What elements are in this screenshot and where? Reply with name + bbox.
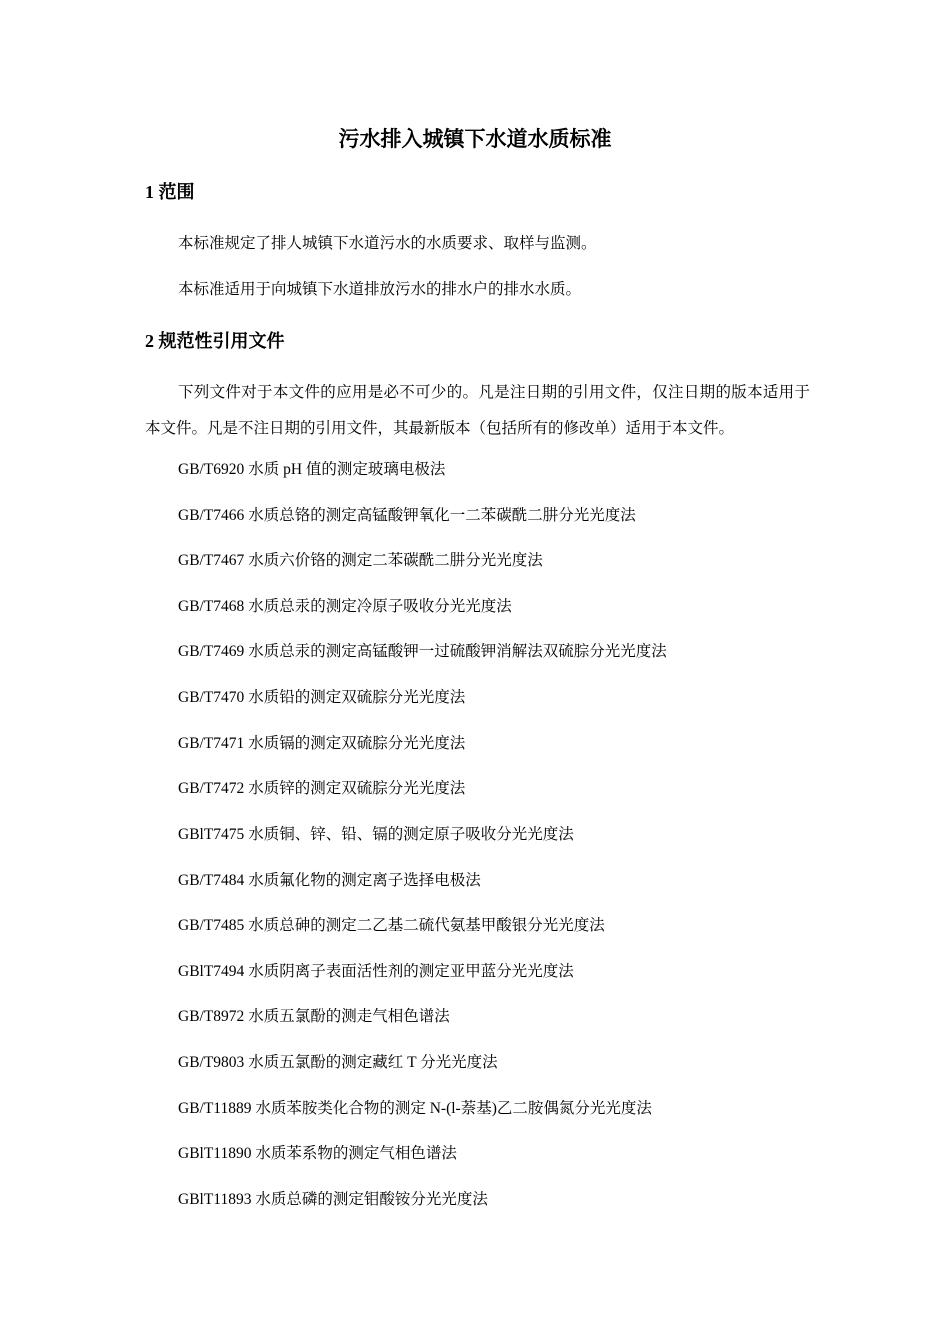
reference-item	[178, 505, 636, 527]
reference-code: GBlT7494	[178, 963, 245, 980]
reference-code: GB/T7485	[178, 917, 245, 934]
reference-code: GB/T7467	[178, 552, 245, 569]
reference-title: 水质总砷的测定二乙基二硫代氨基甲酸银分光光度法	[248, 917, 605, 934]
reference-item	[178, 1189, 488, 1211]
reference-title: 水质总铬的测定高锰酸钾氧化一二苯碳酰二肼分光光度法	[248, 507, 636, 524]
reference-item	[178, 733, 465, 755]
reference-code: GB/T7468	[178, 598, 245, 615]
reference-code: GBlT7475	[178, 826, 245, 843]
reference-code: GB/T7466	[178, 507, 245, 524]
reference-title: 水质锌的测定双硫腙分光光度法	[248, 780, 466, 797]
reference-code: GB/T9803	[178, 1054, 245, 1071]
reference-title: 水质总磷的测定钼酸铵分光光度法	[255, 1191, 488, 1208]
reference-item	[178, 1006, 450, 1028]
reference-code: GBlT11893	[178, 1191, 252, 1208]
reference-code: GB/T7469	[178, 643, 245, 660]
reference-item	[178, 915, 605, 937]
reference-code: GBlT11890	[178, 1145, 252, 1162]
section-heading-normative-references: 2 规范性引用文件	[145, 331, 285, 351]
reference-title: 水质苯系物的测定气相色谱法	[255, 1145, 457, 1162]
reference-item	[178, 824, 574, 846]
reference-item	[178, 1098, 652, 1120]
reference-title: 水质镉的测定双硫腙分光光度法	[248, 735, 466, 752]
reference-item	[178, 870, 481, 892]
reference-title: 水质总汞的测定高锰酸钾一过硫酸钾消解法双硫腙分光光度法	[248, 643, 667, 660]
scope-paragraph: 本标准规定了排人城镇下水道污水的水质要求、取样与监测。	[178, 235, 597, 252]
reference-code: GB/T7484	[178, 872, 245, 889]
section-heading-scope: 1 范围	[145, 182, 195, 202]
reference-code: GB/T7471	[178, 735, 245, 752]
reference-title: 水质氟化物的测定离子选择电极法	[248, 872, 481, 889]
reference-title: 水质苯胺类化合物的测定 N-(l-萘基)乙二胺偶氮分光光度法	[255, 1100, 652, 1117]
reference-code: GB/T6920	[178, 461, 245, 478]
reference-title: 水质铅的测定双硫腙分光光度法	[248, 689, 466, 706]
reference-title: 水质铜、锌、铅、镉的测定原子吸收分光光度法	[248, 826, 574, 843]
reference-code: GB/T8972	[178, 1008, 245, 1025]
reference-title: 水质五氯酚的测走气相色谱法	[248, 1008, 450, 1025]
reference-item	[178, 459, 445, 481]
reference-item	[178, 1143, 457, 1165]
reference-item	[178, 550, 543, 572]
reference-item	[178, 1052, 498, 1074]
reference-item	[178, 961, 574, 983]
reference-title: 水质阴离子表面活性剂的测定亚甲蓝分光光度法	[248, 963, 574, 980]
reference-title: 水质五氯酚的测定藏红 T 分光光度法	[248, 1054, 498, 1071]
reference-item	[178, 687, 465, 709]
reference-code: GB/T7470	[178, 689, 245, 706]
references-intro-paragraph: 下列文件对于本文件的应用是必不可少的。凡是注日期的引用文件，仅注日期的版本适用于本文件。凡是不注日期的引用文件，其最新版本（包括所有的修改单）适用于本文件。	[145, 384, 810, 437]
reference-title: 水质六价铬的测定二苯碳酰二肼分光光度法	[248, 552, 543, 569]
reference-title: 水质 pH 值的测定玻璃电极法	[248, 461, 446, 478]
reference-item	[178, 641, 667, 663]
reference-item	[178, 778, 465, 800]
reference-title: 水质总汞的测定冷原子吸收分光光度法	[248, 598, 512, 615]
reference-item	[178, 596, 512, 618]
reference-code: GB/T7472	[178, 780, 245, 797]
scope-paragraph: 本标准适用于向城镇下水道排放污水的排水户的排水水质。	[178, 281, 582, 298]
document-title: 污水排入城镇下水道水质标准	[338, 127, 612, 151]
reference-code: GB/T11889	[178, 1100, 252, 1117]
